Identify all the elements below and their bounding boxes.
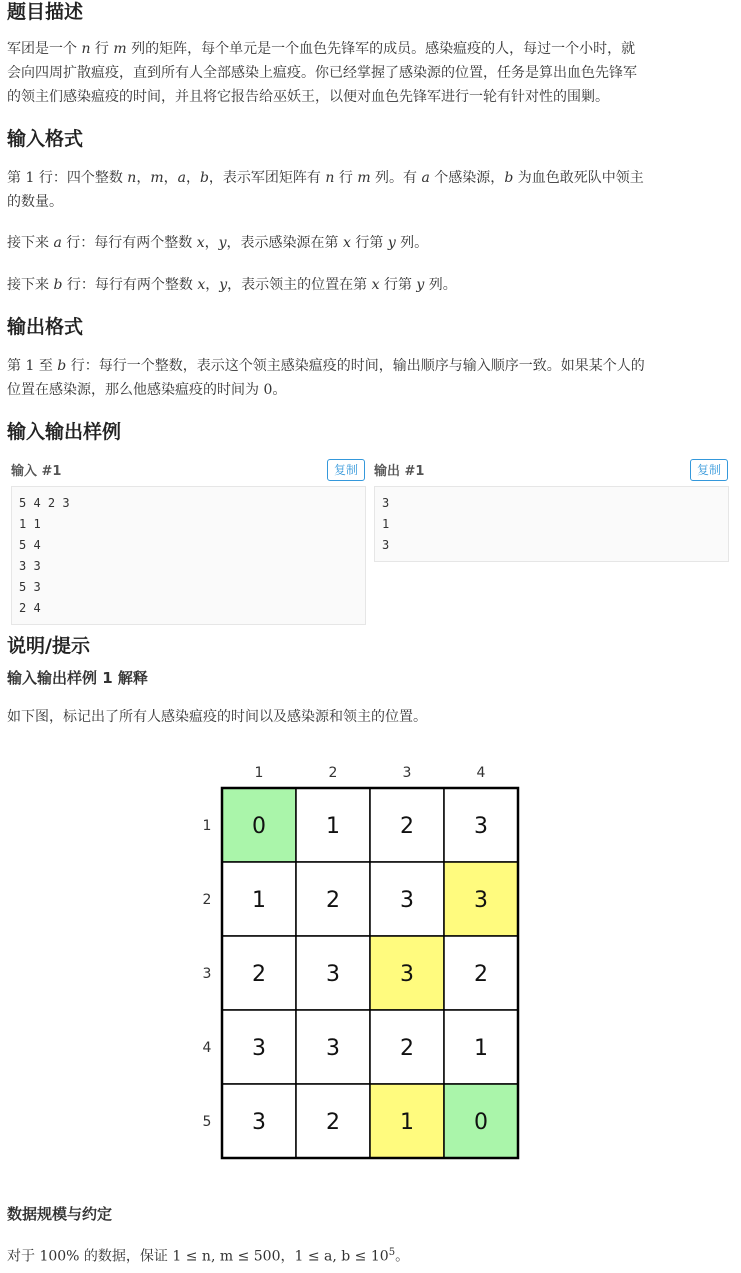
grid-cell-value: 0 bbox=[474, 1110, 488, 1135]
input-format-line-2: 接下来 a 行：每行有两个整数 x，y，表示感染源在第 x 行第 y 列。 bbox=[7, 235, 429, 251]
grid-cell-value: 3 bbox=[252, 1036, 266, 1061]
grid-cell-value: 2 bbox=[400, 814, 414, 839]
grid-col-label: 1 bbox=[254, 765, 264, 781]
sample-input-label: 输入 #1 bbox=[11, 464, 62, 479]
grid-row-label: 5 bbox=[202, 1114, 212, 1130]
description-heading: 题目描述 bbox=[7, 1, 84, 23]
output-format-heading: 输出格式 bbox=[7, 316, 84, 338]
sample-explain-heading: 输入输出样例 1 解释 bbox=[7, 669, 148, 687]
grid-cell-value: 2 bbox=[326, 1110, 340, 1135]
input-format-line-3: 接下来 b 行：每行有两个整数 x，y，表示领主的位置在第 x 行第 y 列。 bbox=[7, 277, 457, 293]
grid-cell-value: 2 bbox=[400, 1036, 414, 1061]
grid-cell-value: 3 bbox=[474, 814, 488, 839]
math-n: n bbox=[81, 41, 91, 57]
sample-input-line: 1 1 bbox=[19, 517, 41, 531]
grid-cell-value: 2 bbox=[252, 962, 266, 987]
grid-cell-value: 1 bbox=[474, 1036, 488, 1061]
sample-heading: 输入输出样例 bbox=[7, 421, 122, 443]
sample-input-box[interactable] bbox=[11, 486, 366, 625]
grid-cell-value: 3 bbox=[400, 888, 414, 913]
math-m: m bbox=[113, 41, 127, 57]
grid-cell-value: 2 bbox=[474, 962, 488, 987]
sample-output-line: 3 bbox=[382, 538, 390, 552]
infection-grid-figure bbox=[0, 755, 741, 1165]
grid-cell-value: 1 bbox=[326, 814, 340, 839]
grid-row-label: 1 bbox=[202, 818, 212, 834]
sample-output-line: 1 bbox=[382, 517, 390, 531]
sample-input-line: 2 4 bbox=[19, 601, 41, 615]
hint-heading: 说明/提示 bbox=[7, 635, 90, 657]
grid-row-label: 3 bbox=[202, 966, 212, 982]
grid-cell-value: 0 bbox=[252, 814, 266, 839]
grid-cell-value: 3 bbox=[252, 1110, 266, 1135]
sample-input-line: 5 4 bbox=[19, 538, 41, 552]
grid-cell-value: 1 bbox=[252, 888, 266, 913]
sample-input-line: 5 3 bbox=[19, 580, 41, 594]
sample-input-line: 5 4 2 3 bbox=[19, 496, 70, 510]
grid-col-label: 2 bbox=[328, 765, 338, 781]
grid-cell-value: 3 bbox=[326, 1036, 340, 1061]
sample-output-label: 输出 #1 bbox=[374, 464, 425, 479]
grid-cell-value: 3 bbox=[474, 888, 488, 913]
grid-col-label: 3 bbox=[402, 765, 412, 781]
grid-cell-value: 3 bbox=[400, 962, 414, 987]
grid-row-label: 4 bbox=[202, 1040, 212, 1056]
grid-cell-value: 2 bbox=[326, 888, 340, 913]
sample-output-box[interactable] bbox=[374, 486, 729, 562]
grid-row-label: 2 bbox=[202, 892, 212, 908]
scale-heading: 数据规模与约定 bbox=[7, 1205, 113, 1223]
output-format-paragraph: 第 1 至 b 行：每行一个整数，表示这个领主感染瘟疫的时间，输出顺序与输入顺序一致。如果某个人的 位置在感染源，那么他感染瘟疫的时间为 0。 bbox=[7, 358, 645, 398]
grid-col-label: 4 bbox=[476, 765, 486, 781]
sample-explain-text: 如下图，标记出了所有人感染瘟疫的时间以及感染源和领主的位置。 bbox=[7, 709, 427, 725]
input-format-line-1: 第 1 行：四个整数 n，m，a，b，表示军团矩阵有 n 行 m 列。有 a 个感染源，b 为血色敢死队中领主 的数量。 bbox=[7, 170, 644, 210]
description-paragraph: 军团是一个 n 行 m 列的矩阵，每个单元是一个血色先锋军的成员。感染瘟疫的人，每过一个小时，就 会向四周扩散瘟疫，直到所有人全部感染上瘟疫。你已经掌握了感染源的位置，任务是算出血色先锋军 的领主们感染瘟疫的时间，并且将它报告给巫妖王，以便对血色先锋军进行一轮有针对性的围剿。 bbox=[7, 41, 637, 105]
sample-input-line: 3 3 bbox=[19, 559, 41, 573]
grid-cell-value: 1 bbox=[400, 1110, 414, 1135]
grid-cell-value: 3 bbox=[326, 962, 340, 987]
sample-output-line: 3 bbox=[382, 496, 390, 510]
input-format-heading: 输入格式 bbox=[7, 128, 84, 150]
copy-output-button[interactable]: 复制 bbox=[690, 459, 728, 481]
scale-text: 对于 100% 的数据，保证 1 ≤ n, m ≤ 500，1 ≤ a, $b \le 10^5$。 bbox=[7, 1247, 410, 1265]
copy-input-button[interactable]: 复制 bbox=[327, 459, 365, 481]
